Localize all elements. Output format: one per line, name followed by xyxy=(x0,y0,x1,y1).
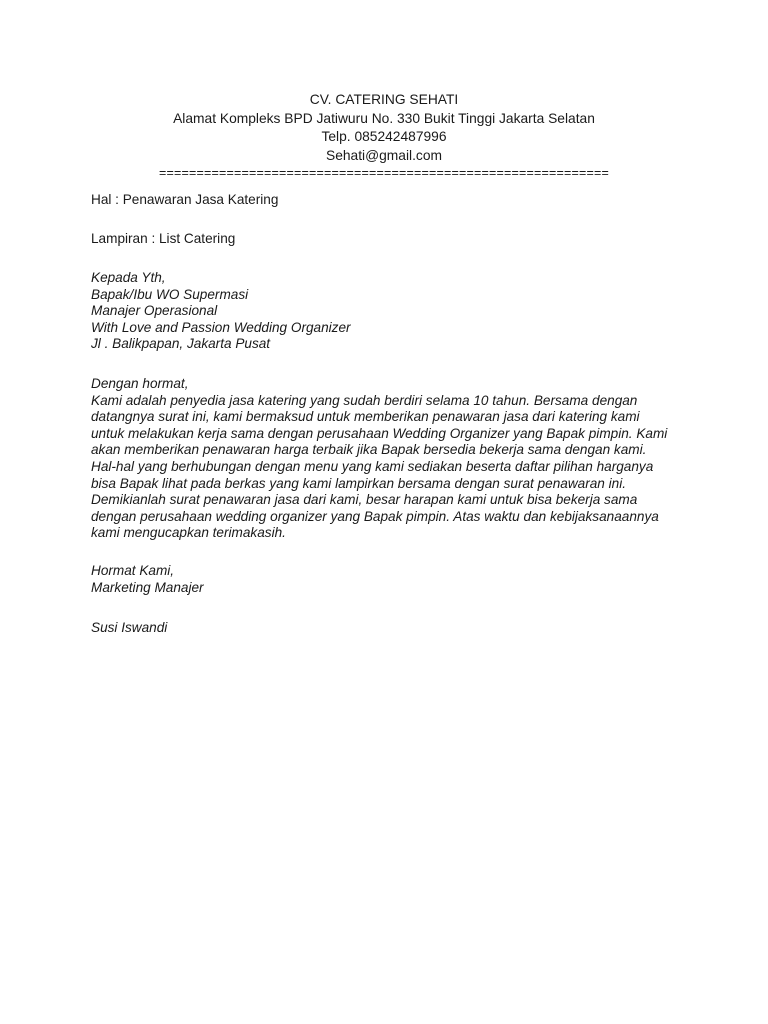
recipient-greeting: Kepada Yth, xyxy=(91,270,166,285)
body-line: kami mengucapkan terimakasih. xyxy=(91,525,286,541)
letter-subject: Hal : Penawaran Jasa Katering xyxy=(91,192,279,207)
recipient-address: Jl . Balikpapan, Jakarta Pusat xyxy=(91,336,271,352)
body-line: datangnya surat ini, kami bermaksud untuk memberikan penawaran jasa dari katering kami xyxy=(91,409,640,425)
letter-attachment: Lampiran : List Catering xyxy=(91,231,236,246)
letterhead-separator: ============================================================ xyxy=(159,166,609,180)
body-line: Hal-hal yang berhubungan dengan menu yang kami sediakan beserta daftar pilihan harganya xyxy=(91,458,654,474)
body-line: akan memberikan penawaran harga terbaik jika Bapak bersedia bekerja sama dengan kami. xyxy=(91,442,647,458)
recipient-name: Bapak/Ibu WO Supermasi xyxy=(91,286,249,302)
closing-position: Marketing Manajer xyxy=(91,579,204,595)
body-line: bisa Bapak lihat pada berkas yang kami lampirkan bersama dengan surat penawaran ini. xyxy=(91,475,627,491)
company-phone: Telp. 085242487996 xyxy=(321,129,447,144)
recipient-organization: With Love and Passion Wedding Organizer xyxy=(91,319,351,335)
closing-phrase: Hormat Kami, xyxy=(91,563,175,578)
body-line: dengan perusahaan wedding organizer yang Bapak pimpin. Atas waktu dan kebijaksanaannya xyxy=(91,508,659,524)
closing-block xyxy=(91,563,691,596)
company-address: Alamat Kompleks BPD Jatiwuru No. 330 Bukit Tinggi Jakarta Selatan xyxy=(173,110,595,126)
letterhead xyxy=(0,91,768,181)
recipient-title: Manajer Operasional xyxy=(91,303,218,319)
body-line: Kami adalah penyedia jasa katering yang sudah berdiri selama 10 tahun. Bersama dengan xyxy=(91,392,638,408)
salutation: Dengan hormat, xyxy=(91,376,189,391)
signer-name: Susi Iswandi xyxy=(91,620,168,635)
body-line: untuk melakukan kerja sama dengan perusahaan Wedding Organizer yang Bapak pimpin. Kami xyxy=(91,425,668,441)
body-line: Demikianlah surat penawaran jasa dari kami, besar harapan kami untuk bisa bekerja sama xyxy=(91,492,638,508)
recipient-block xyxy=(91,270,691,353)
company-name: CV. CATERING SEHATI xyxy=(309,92,459,107)
letter-body xyxy=(91,376,681,542)
company-email: Sehati@gmail.com xyxy=(326,147,442,163)
